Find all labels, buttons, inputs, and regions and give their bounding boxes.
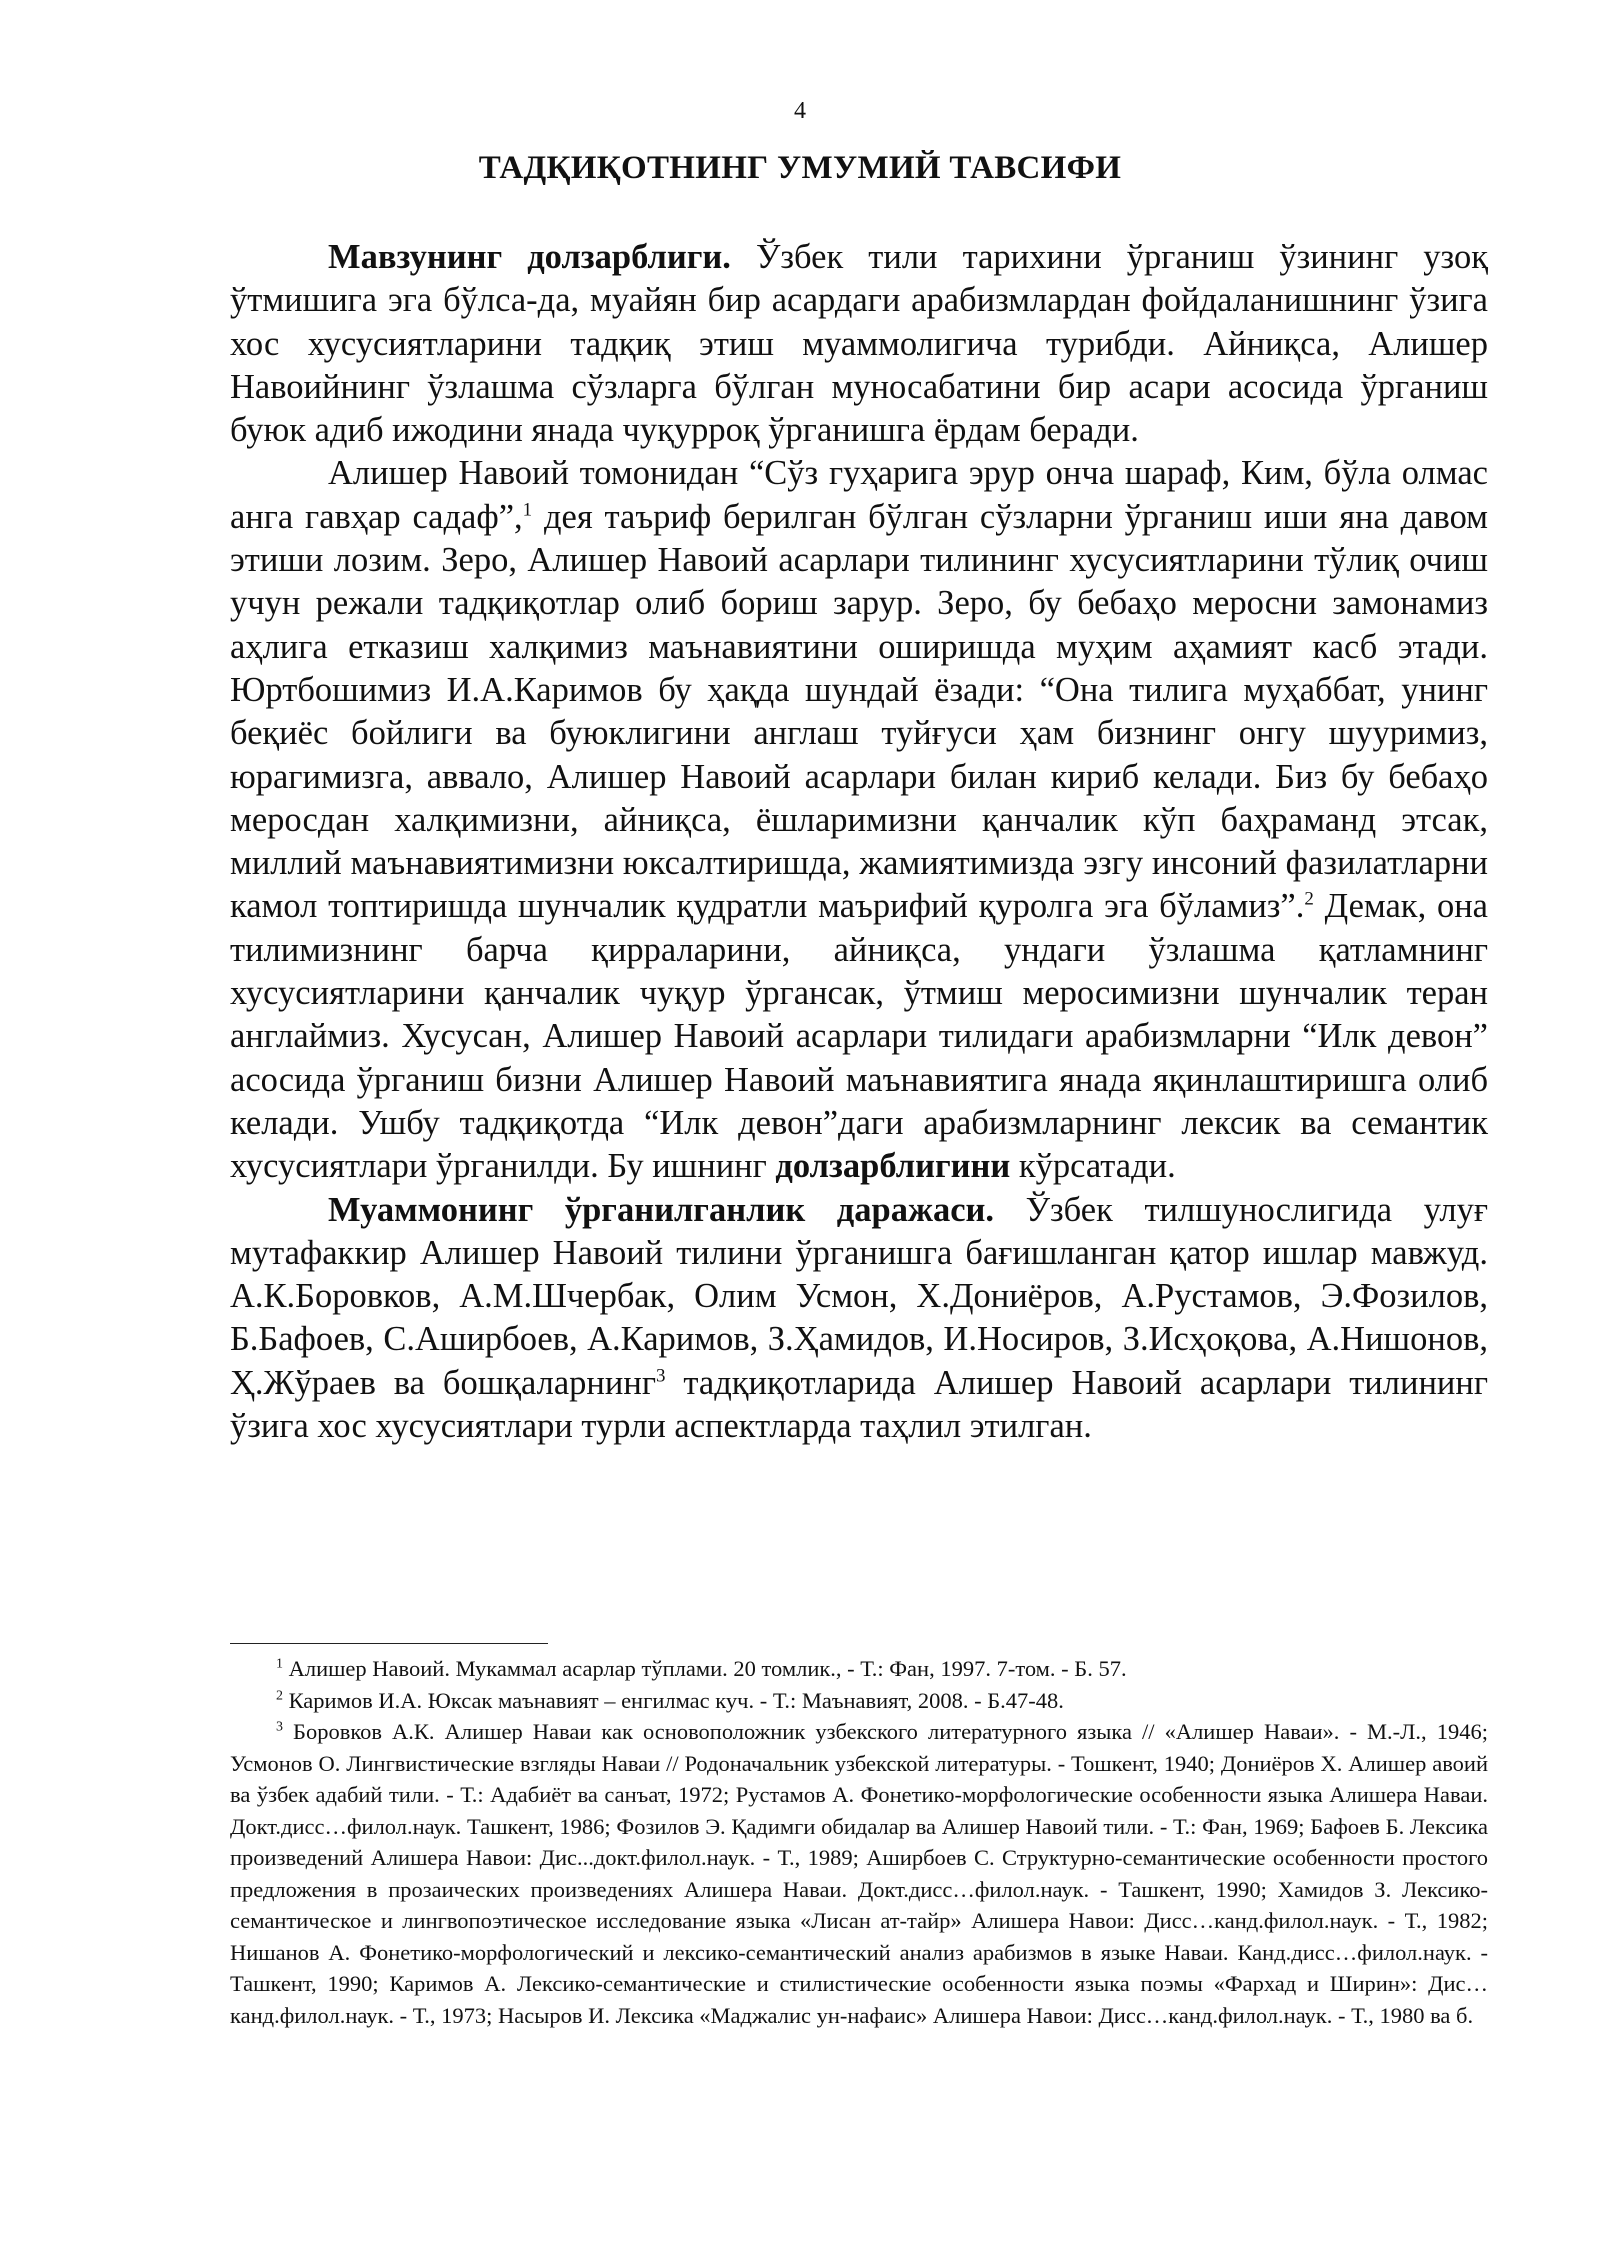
footnotes [230,1653,1488,2031]
footnote-number: 1 [276,1656,283,1672]
page-title: ТАДҚИҚОТНИНГ УМУМИЙ ТАВСИФИ [478,150,1122,186]
footnote [230,1653,1488,1685]
paragraph-text: дея таъриф берилган бўлган сўзларни ўрганиш иши яна давом этиши лозим. Зеро, Алишер Навоий асарлари тилининг хусусиятларини тўлиқ очиш учун режали тадқиқотлар олиб бориш зарур. Зеро, бу бебаҳо меросни замонамиз аҳлига етказиш халқимиз маънавиятини оширишда муҳим аҳамият касб этади. Юртбошимиз И.А.Каримов бу ҳақда шундай ёзади: “Она тилига муҳаббат, унинг беқиёс бойлиги ва буюклигини англаш туйғуси ҳам бизнинг онгу шууримиз, юрагимизга, аввало, Алишер Навоий асарлари билан кириб келади. Биз бу бебаҳо меросдан халқимизни, айниқса, ёшларимизни қанчалик кўп баҳраманд этсак, миллий маънавиятимизни юксалтиришда, жамиятимизда эзгу инсоний фазилатларни камол топтиришда шунчалик қудратли маърифий қуролга эга бўламиз”. [230,497,1488,926]
footnote-ref[interactable]: 3 [655,1365,666,1387]
paragraph-study-level [230,1189,1488,1449]
footnote-ref[interactable]: 2 [1304,888,1314,910]
footnote-divider [230,1643,548,1644]
paragraph-text: кўрсатади. [1010,1147,1176,1186]
paragraph-navoi [230,452,1488,1188]
paragraph-text: Демак, она тилимизнинг барча қирраларини, айниқса, ундаги ўзлашма қатламнинг хусусиятларини қанчалик чуқур ўргансак, ўтмиш меросимизни шунчалик теран англаймиз. Хусусан, Алишер Навоий асарлари тилидаги арабизмларни “Илк девон” асосида ўрганиш бизни Алишер Навоий маънавиятига янада яқинлаштиришга олиб келади. Ушбу тадқиқотда “Илк девон”даги арабизмларнинг лексик ва семантик хусусиятлари ўрганилди. Бу ишнинг [230,887,1488,1186]
footnote [230,1716,1488,2031]
footnote-text: Боровков А.К. Алишер Наваи как основоположник узбекского литературного языка // «Алишер Наваи». - М.-Л., 1946; Усмонов О. Лингвистические взгляды Наваи // Родоначальник узбекской литературы. - Тошкент, 1940; Дониёров Х. Алишер авоий ва ўзбек адабий тили. - Т.: Адабиёт ва санъат, 1972; Рустамов А. Фонетико-морфологические особенности языка Алишера Наваи. Докт.дисс…филол.наук. Ташкент, 1986; Фозилов Э. Қадимги обидалар ва Алишер Навоий тили. - Т.: Фан, 1969; Бафоев Б. Лексика произведений Алишера Навои: Дис...докт.филол.наук. - Т., 1989; Аширбоев С. Структурно-семантические особенности простого предложения в прозаических произведениях Алишера Наваи. Докт.дисс…филол.наук. - Ташкент, 1990; Хамидов З. Лексико-семантическое и лингвопоэтическое исследование языка «Лисан ат-тайр» Алишера Навои: Дисс…канд.филол.наук. - Т., 1982; Нишанов А. Фонетико-морфологический и лексико-семантический анализ арабизмов в языке Наваи. Канд.дисс…филол.наук. - Ташкент, 1990; Каримов А. Лексико-семантические и стилистические особенности языка поэмы «Фархад и Ширин»: Дис…канд.филол.наук. - Т., 1973; Насыров И. Лексика «Маджалис ун-нафаис» Алишера Навои: Дисс…канд.филол.наук. - Т., 1980 ва б. [230,1719,1488,2028]
paragraph-heading: Мавзунинг долзарблиги. [328,238,731,276]
footnote-number: 3 [276,1719,283,1735]
footnote-text: Каримов И.А. Юксак маънавият – енгилмас куч. - Т.: Маънавият, 2008. - Б.47-48. [282,1687,1064,1713]
bold-term: долзарблигини [775,1147,1011,1186]
paragraph-text: Алишер Навоий томонидан “Сўз гуҳарига эрур онча шараф, Ким, бўла олмас анга гавҳар садаф”, [230,454,1488,536]
paragraph-text: Ўзбек тили тарихини ўрганиш ўзининг узоқ ўтмишига эга бўлса-да, муайян бир асардаги арабизмлардан фойдаланишнинг ўзига хос хусусиятларини тадқиқ этиш муаммолигича турибди. Айниқса, Алишер Навоийнинг ўзлашма сўзларга бўлган муносабатини бир асари асосида ўрганиш буюк адиб ижодини янада чуқурроқ ўрганишга ёрдам беради. [230,238,1488,450]
footnote-number: 2 [276,1688,283,1703]
paragraph-text: тадқиқотларида Алишер Навоий асарлари тилининг ўзига хос хусусиятлари турли аспектларда таҳлил этилган. [230,1363,1488,1446]
paragraph-heading: Муаммонинг ўрганилганлик даражаси. [328,1190,995,1229]
footnote [230,1685,1488,1717]
paragraph-relevance [230,236,1488,452]
paragraph-text: Ўзбек тилшунослигида улуғ мутафаккир Алишер Навоий тилини ўрганишга бағишланган қатор ишлар мавжуд. А.К.Боровков, А.М.Шчербак, Олим Усмон, Х.Дониёров, А.Рустамов, Э.Фозилов, Б.Бафоев, С.Аширбоев, А.Каримов, З.Ҳамидов, И.Носиров, З.Исҳоқова, А.Нишонов, Ҳ.Жўраев ва бошқаларнинг [230,1190,1488,1402]
footnote-ref[interactable]: 1 [522,499,533,521]
page-number: 4 [794,98,806,124]
footnote-text: Алишер Навоий. Мукаммал асарлар тўплами. 20 томлик., - Т.: Фан, 1997. 7-том. - Б. 57. [282,1656,1127,1681]
main-text [230,236,1488,1448]
